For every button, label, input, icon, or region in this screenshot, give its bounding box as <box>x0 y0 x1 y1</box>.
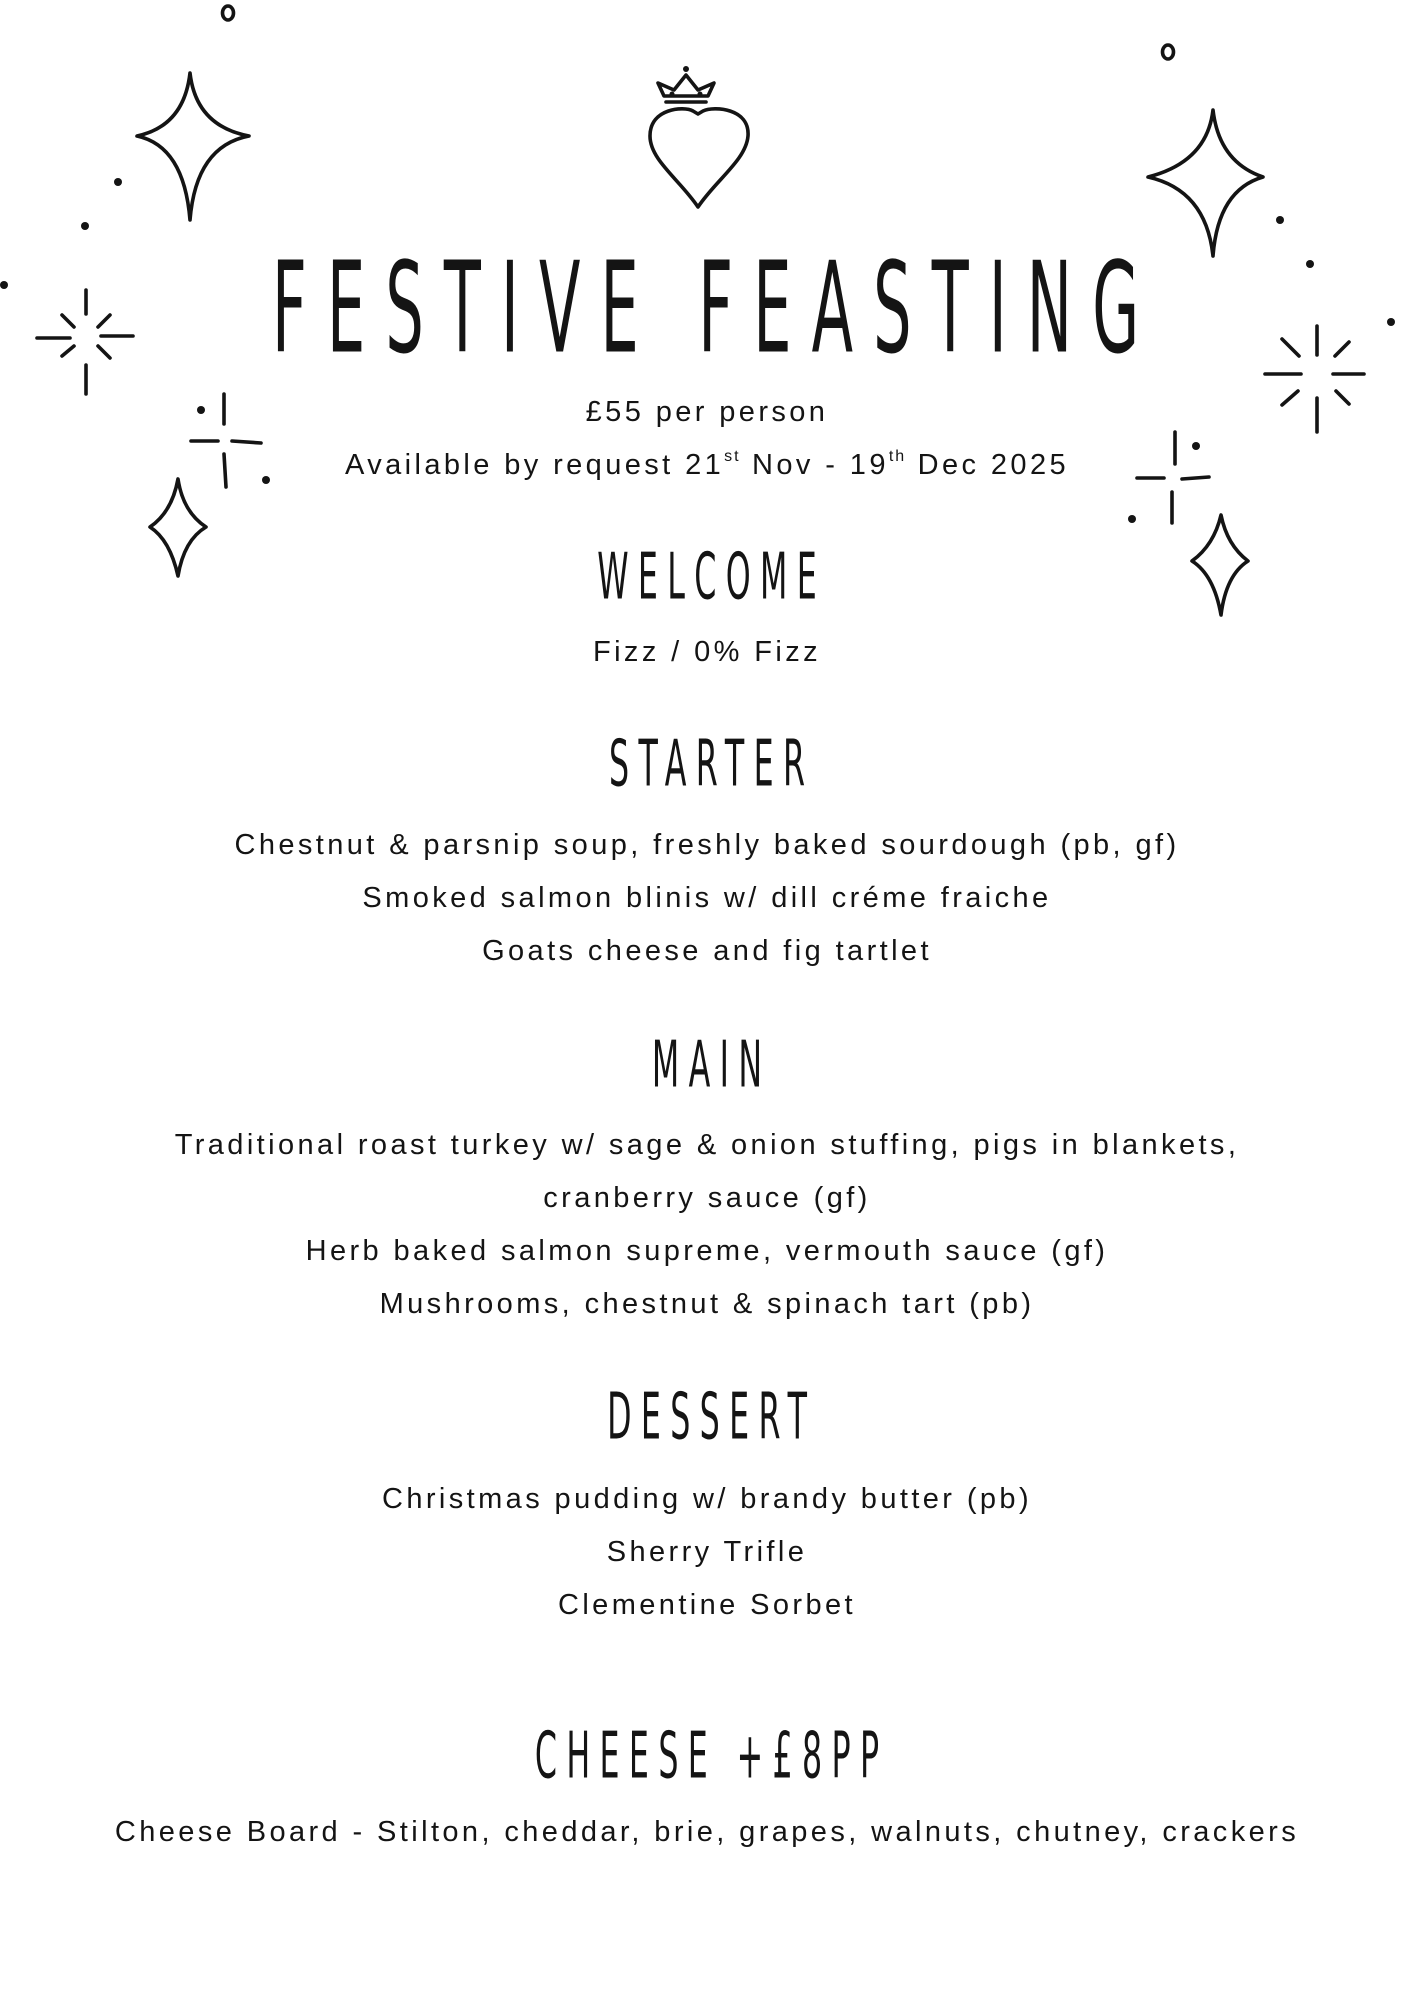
availability-text: Available by request 21st Nov - 19th Dec 2025 <box>344 448 1070 481</box>
menu-item: Christmas pudding w/ brandy butter (pb) <box>381 1483 1032 1515</box>
menu-item: Fizz / 0% Fizz <box>592 636 822 668</box>
ring-icon <box>1163 45 1174 59</box>
section-heading-cheese: CHEESE +£8PP <box>534 1719 889 1794</box>
menu-item: Herb baked salmon supreme, vermouth sauce (gf) <box>305 1235 1109 1267</box>
menu-item: Mushrooms, chestnut & spinach tart (pb) <box>379 1288 1035 1320</box>
section-heading-dessert: DESSERT <box>607 1380 817 1455</box>
section-heading-welcome: WELCOME <box>597 540 827 615</box>
section-heading-starter: STARTER <box>609 727 815 802</box>
menu-item: Chestnut & parsnip soup, freshly baked sourdough (pb, gf) <box>234 829 1180 861</box>
price-text: £55 per person <box>585 396 829 428</box>
menu-item: Traditional roast turkey w/ sage & onion stuffing, pigs in blankets, <box>174 1129 1240 1161</box>
menu-item: Clementine Sorbet <box>558 1589 856 1621</box>
starburst-icon <box>37 290 133 394</box>
menu-item: Goats cheese and fig tartlet <box>482 935 932 967</box>
menu-item: Cheese Board - Stilton, cheddar, brie, grapes, walnuts, chutney, crackers <box>114 1816 1300 1848</box>
menu-item: cranberry sauce (gf) <box>543 1182 871 1214</box>
menu-item: Smoked salmon blinis w/ dill créme fraiche <box>362 882 1052 914</box>
section-heading-main: MAIN <box>651 1028 772 1103</box>
ring-icon <box>223 6 234 20</box>
menu-item: Sherry Trifle <box>606 1536 808 1568</box>
crown-heart-icon <box>650 66 748 207</box>
sparkle-icon <box>137 73 249 220</box>
page-title: FESTIVE FEASTING <box>272 234 1160 382</box>
